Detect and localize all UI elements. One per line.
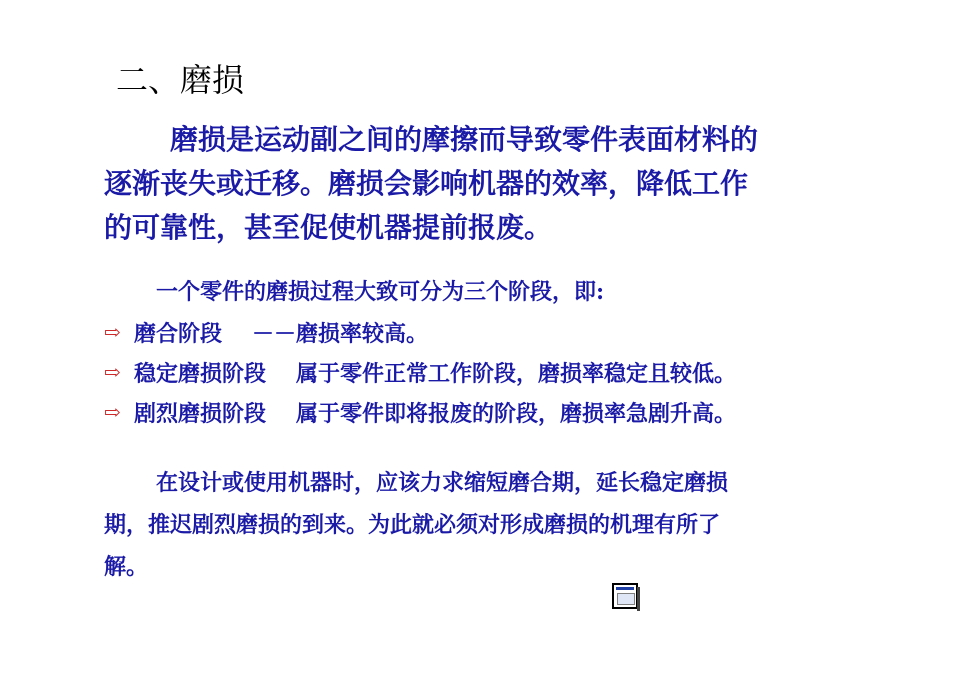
- main-paragraph: [104, 118, 894, 250]
- stage-list: [104, 312, 736, 432]
- right-arrow-outline-icon: ⇨: [104, 400, 121, 424]
- right-arrow-outline-icon: ⇨: [104, 320, 121, 344]
- stage-name: 稳定磨损阶段: [134, 360, 267, 387]
- object-icon-content: [617, 593, 635, 605]
- list-item: [104, 312, 736, 352]
- stages-intro: 一个零件的磨损过程大致可分为三个阶段，即:: [156, 279, 605, 305]
- main-paragraph-line: 逐渐丧失或迁移。磨损会影响机器的效率，降低工作: [104, 167, 749, 200]
- closing-paragraph-line: 期，推迟剧烈磨损的到来。为此就必须对形成磨损的机理有所了: [104, 512, 721, 538]
- stage-description: 属于零件正常工作阶段，磨损率稳定且较低。: [296, 360, 737, 387]
- object-icon-titlebar: [616, 587, 634, 590]
- main-paragraph-line: 磨损是运动副之间的摩擦而导致零件表面材料的: [170, 123, 759, 156]
- embedded-object-icon[interactable]: [612, 583, 638, 609]
- object-icon-shadow: [637, 587, 640, 611]
- slide-title: 二、磨损: [116, 61, 245, 99]
- list-item: [104, 392, 736, 432]
- stage-name: 磨合阶段: [134, 320, 223, 347]
- list-item: [104, 352, 736, 392]
- closing-paragraph-line: 在设计或使用机器时，应该力求缩短磨合期，延长稳定磨损: [156, 470, 729, 496]
- stage-name: 剧烈磨损阶段: [134, 400, 267, 427]
- closing-paragraph: [104, 462, 894, 588]
- closing-paragraph-line: 解。: [104, 554, 149, 580]
- stage-description: 属于零件即将报废的阶段，磨损率急剧升高。: [296, 400, 737, 427]
- right-arrow-outline-icon: ⇨: [104, 360, 121, 384]
- main-paragraph-line: 的可靠性，甚至促使机器提前报废。: [104, 211, 553, 244]
- stage-description: －－磨损率较高。: [252, 320, 429, 347]
